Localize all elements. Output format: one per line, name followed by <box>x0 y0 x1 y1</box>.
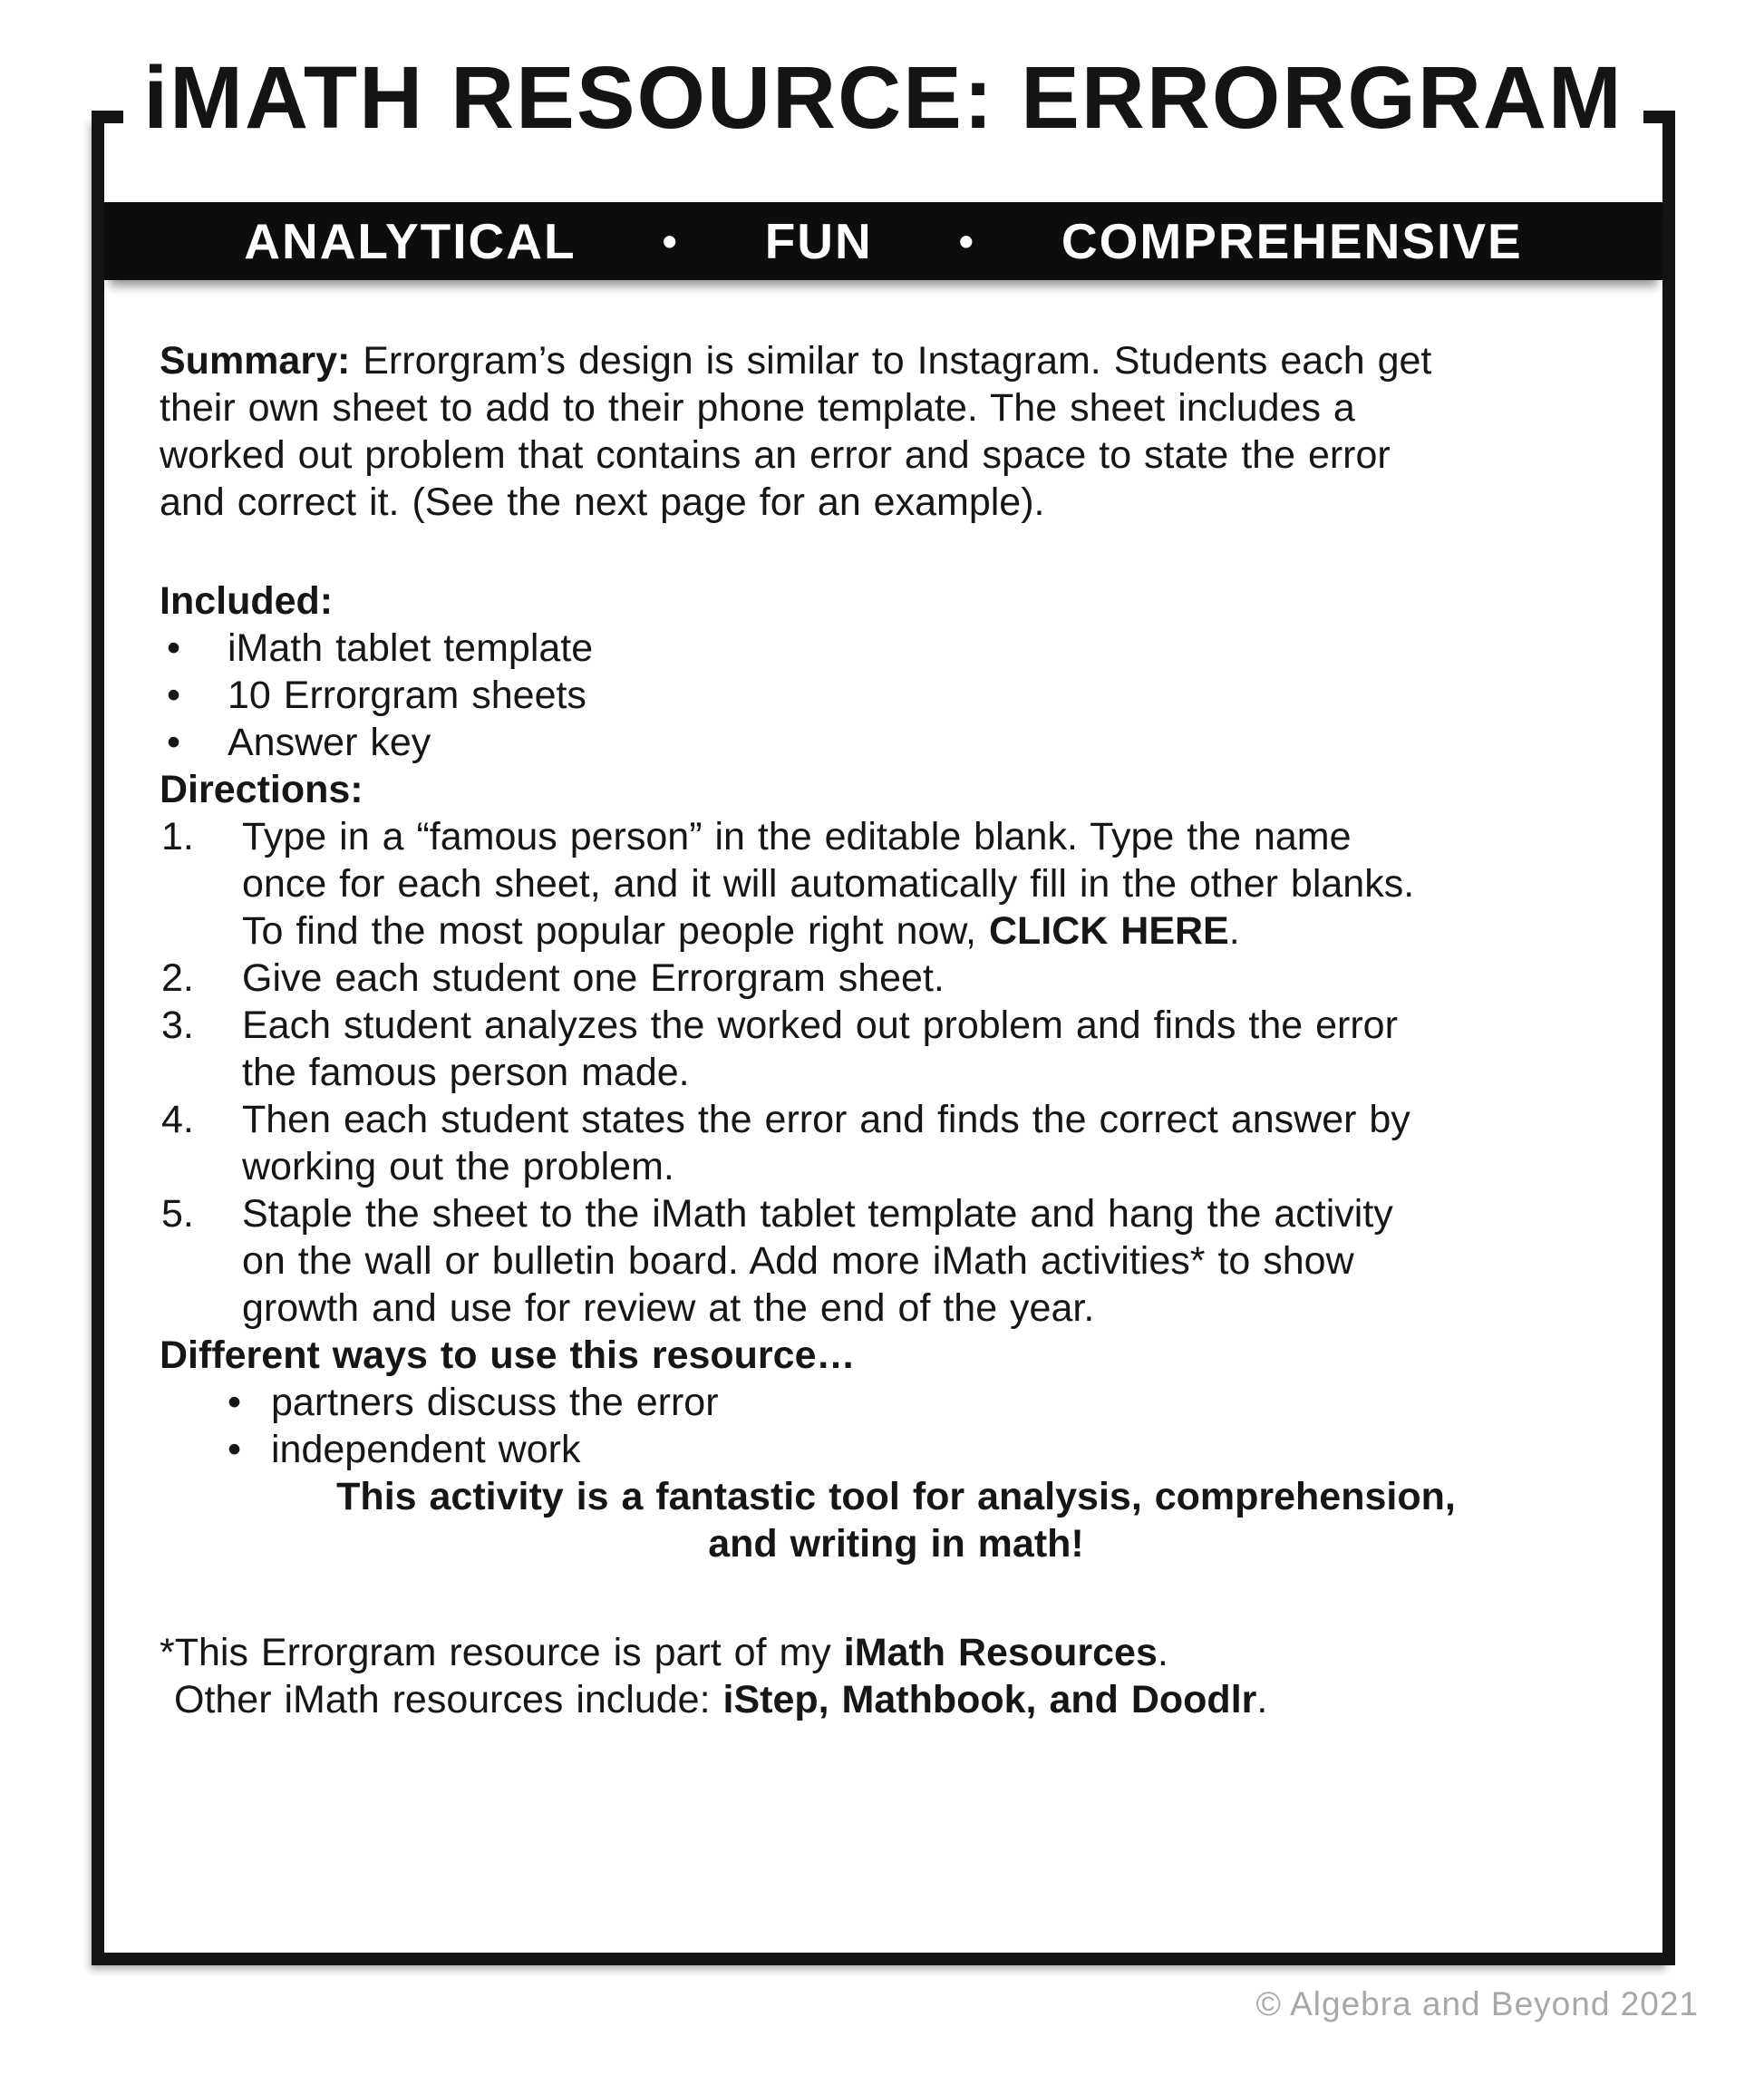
list-number: 3. <box>161 1004 194 1047</box>
bullet-icon: • <box>228 1381 242 1424</box>
direction-item <box>160 813 1633 955</box>
footnote-text: . <box>1157 1631 1168 1674</box>
direction-text: To find the most popular people right now, <box>242 909 989 953</box>
direction-text: Then each student states the error and finds the correct answer by <box>242 1098 1410 1141</box>
summary-line: worked out problem that contains an error and space to state the error <box>160 433 1391 477</box>
highlight-line: and writing in math! <box>708 1522 1084 1566</box>
footnote-text: Other iMath resources include: <box>174 1678 723 1721</box>
directions-heading: Directions: <box>160 768 363 811</box>
list-item <box>160 1426 1633 1473</box>
list-item <box>160 1379 1633 1426</box>
list-number: 5. <box>161 1192 194 1236</box>
click-here-link[interactable]: CLICK HERE <box>988 909 1229 953</box>
footnote-bold: iMath Resources <box>843 1631 1158 1674</box>
page-title: iMATH RESOURCE: ERRORGRAM <box>123 54 1643 141</box>
banner-item-analytical: ANALYTICAL <box>244 213 577 269</box>
footnote-text: *This Errorgram resource is part of my <box>160 1631 844 1674</box>
bullet-separator-icon: • <box>662 218 679 265</box>
direction-text: growth and use for review at the end of the year. <box>242 1286 1095 1330</box>
included-list <box>160 625 1633 766</box>
list-item-label: 10 Errorgram sheets <box>228 674 586 717</box>
direction-text: Staple the sheet to the iMath tablet template and hang the activity <box>242 1192 1393 1236</box>
direction-item <box>160 955 1633 1002</box>
ways-heading: Different ways to use this resource… <box>160 1333 856 1377</box>
bullet-icon: • <box>167 674 181 717</box>
direction-item <box>160 1190 1633 1332</box>
direction-text: Type in a “famous person” in the editable blank. Type the name <box>242 815 1352 858</box>
list-item-label: independent work <box>271 1428 581 1471</box>
copyright-notice: © Algebra and Beyond 2021 <box>1255 1985 1699 2022</box>
title-row <box>104 48 1662 147</box>
footnote-bold: iStep, Mathbook, and Doodlr <box>722 1678 1257 1721</box>
summary-line: their own sheet to add to their phone template. The sheet includes a <box>160 386 1355 430</box>
direction-text: once for each sheet, and it will automatically fill in the other blanks. <box>242 862 1415 906</box>
tagline-banner <box>104 202 1662 280</box>
list-number: 2. <box>161 956 194 1000</box>
direction-text: Each student analyzes the worked out problem and finds the error <box>242 1004 1398 1047</box>
bullet-icon: • <box>228 1428 242 1471</box>
highlight-line: This activity is a fantastic tool for analysis, comprehension, <box>336 1475 1456 1518</box>
ways-list <box>160 1379 1633 1473</box>
footnote-line <box>160 1629 1633 1676</box>
direction-text: working out the problem. <box>242 1145 674 1188</box>
summary-line <box>160 337 1633 384</box>
direction-text: Give each student one Errorgram sheet. <box>242 956 945 1000</box>
list-item <box>160 672 1633 719</box>
list-number: 4. <box>161 1098 194 1141</box>
footnote-line <box>160 1676 1633 1723</box>
list-item <box>160 625 1633 672</box>
directions-list <box>160 813 1633 1332</box>
direction-text: the famous person made. <box>242 1051 690 1094</box>
bullet-separator-icon: • <box>958 218 975 265</box>
highlight-text <box>160 1473 1633 1567</box>
included-heading: Included: <box>160 579 334 623</box>
direction-text: on the wall or bulletin board. Add more iMath activities* to show <box>242 1239 1354 1283</box>
direction-item <box>160 1002 1633 1096</box>
banner-item-fun: FUN <box>764 213 873 269</box>
direction-item <box>160 1096 1633 1190</box>
list-item <box>160 719 1633 766</box>
bullet-icon: • <box>167 721 181 764</box>
direction-text <box>242 907 1633 955</box>
summary-line: and correct it. (See the next page for an example). <box>160 480 1045 524</box>
summary-paragraph <box>160 337 1633 526</box>
list-item-label: Answer key <box>228 721 431 764</box>
direction-text: . <box>1228 909 1240 953</box>
list-item-label: partners discuss the error <box>271 1381 719 1424</box>
content-area <box>160 337 1633 1723</box>
banner-item-comprehensive: COMPREHENSIVE <box>1061 213 1523 269</box>
summary-label: Summary: <box>160 339 351 383</box>
bullet-icon: • <box>167 626 181 670</box>
list-item-label: iMath tablet template <box>228 626 594 670</box>
list-number: 1. <box>161 815 194 858</box>
footnote <box>160 1629 1633 1723</box>
summary-text: Errorgram’s design is similar to Instagram. Students each get <box>350 339 1432 383</box>
footnote-text: . <box>1256 1678 1268 1721</box>
